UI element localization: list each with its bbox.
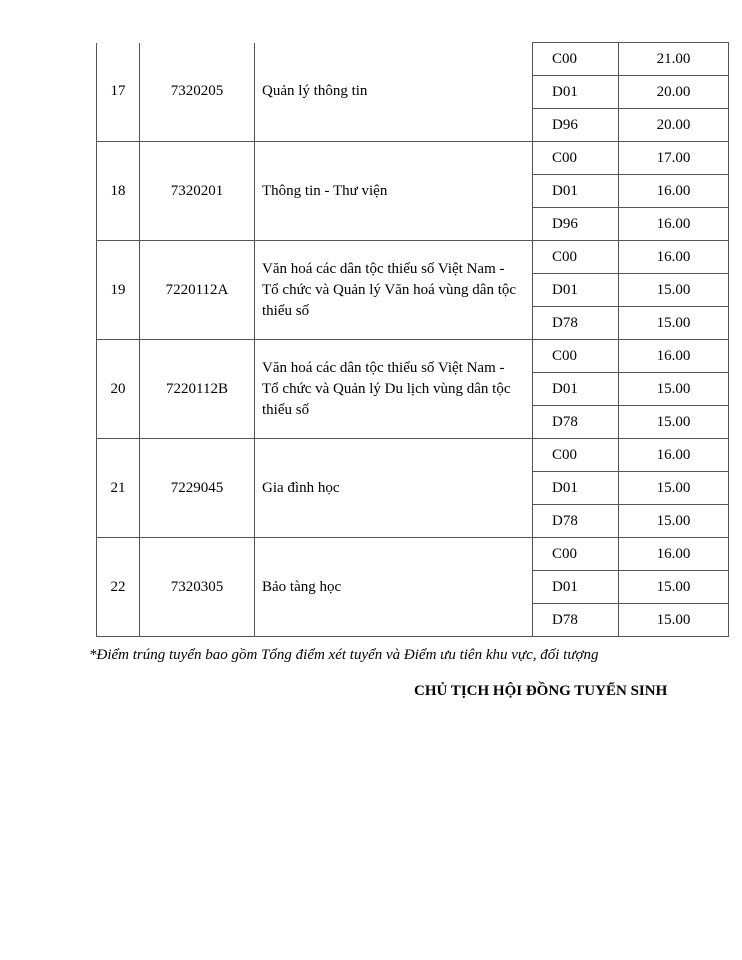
subject-combination: D96 [533,109,619,142]
admission-scores-table [96,42,729,637]
subject-combination: C00 [533,241,619,274]
major-code: 7220112A [140,241,255,340]
subject-combination: C00 [533,142,619,175]
footnote: *Điểm trúng tuyển bao gồm Tổng điểm xét tuyển và Điểm ưu tiên khu vực, đối tượng [89,647,599,663]
row-number: 19 [97,241,140,340]
subject-combination: D78 [533,406,619,439]
subject-combination: D01 [533,274,619,307]
admission-score: 16.00 [619,439,729,472]
admission-score: 20.00 [619,76,729,109]
subject-combination: C00 [533,538,619,571]
admission-score: 15.00 [619,274,729,307]
table-row [97,142,729,175]
table-row [97,241,729,274]
table-row [97,439,729,472]
row-number: 17 [97,43,140,142]
major-name-cell [255,538,533,637]
admission-score: 21.00 [619,43,729,76]
major-name: Gia đình học [262,479,340,496]
admission-score: 16.00 [619,241,729,274]
major-name-cell [255,241,533,340]
row-number: 20 [97,340,140,439]
major-code: 7320205 [140,43,255,142]
admission-score: 15.00 [619,373,729,406]
subject-combination: C00 [533,439,619,472]
major-code: 7320305 [140,538,255,637]
subject-combination: C00 [533,43,619,76]
admission-score: 16.00 [619,175,729,208]
subject-combination: D01 [533,373,619,406]
major-name-cell [255,439,533,538]
major-name: Văn hoá các dân tộc thiểu số Việt Nam - Tổ chức và Quản lý Du lịch vùng dân tộc thiểu số [262,359,511,418]
subject-combination: D01 [533,76,619,109]
subject-combination: D01 [533,472,619,505]
major-name-cell [255,142,533,241]
subject-combination: D01 [533,571,619,604]
major-name: Thông tin - Thư viện [262,182,388,199]
major-name: Bảo tàng học [262,578,342,595]
row-number: 22 [97,538,140,637]
major-name: Văn hoá các dân tộc thiểu số Việt Nam - Tổ chức và Quản lý Văn hoá vùng dân tộc thiểu số [262,260,517,319]
admission-score: 15.00 [619,604,729,637]
subject-combination: D96 [533,208,619,241]
admission-score: 16.00 [619,340,729,373]
admission-score: 15.00 [619,571,729,604]
admission-score: 15.00 [619,505,729,538]
table-row [97,538,729,571]
major-name-cell [255,43,533,142]
table-row [97,43,729,76]
admission-score: 17.00 [619,142,729,175]
admission-score: 16.00 [619,538,729,571]
row-number: 18 [97,142,140,241]
major-name-cell [255,340,533,439]
major-code: 7320201 [140,142,255,241]
subject-combination: D78 [533,604,619,637]
major-code: 7220112B [140,340,255,439]
table-row [97,340,729,373]
major-code: 7229045 [140,439,255,538]
subject-combination: C00 [533,340,619,373]
subject-combination: D78 [533,307,619,340]
table-body [97,43,729,637]
admission-score: 20.00 [619,109,729,142]
admission-score: 16.00 [619,208,729,241]
admission-score: 15.00 [619,472,729,505]
subject-combination: D01 [533,175,619,208]
admission-score: 15.00 [619,406,729,439]
major-name: Quản lý thông tin [262,83,368,100]
row-number: 21 [97,439,140,538]
subject-combination: D78 [533,505,619,538]
admission-score: 15.00 [619,307,729,340]
signature-title: CHỦ TỊCH HỘI ĐỒNG TUYỂN SINH [414,683,668,699]
